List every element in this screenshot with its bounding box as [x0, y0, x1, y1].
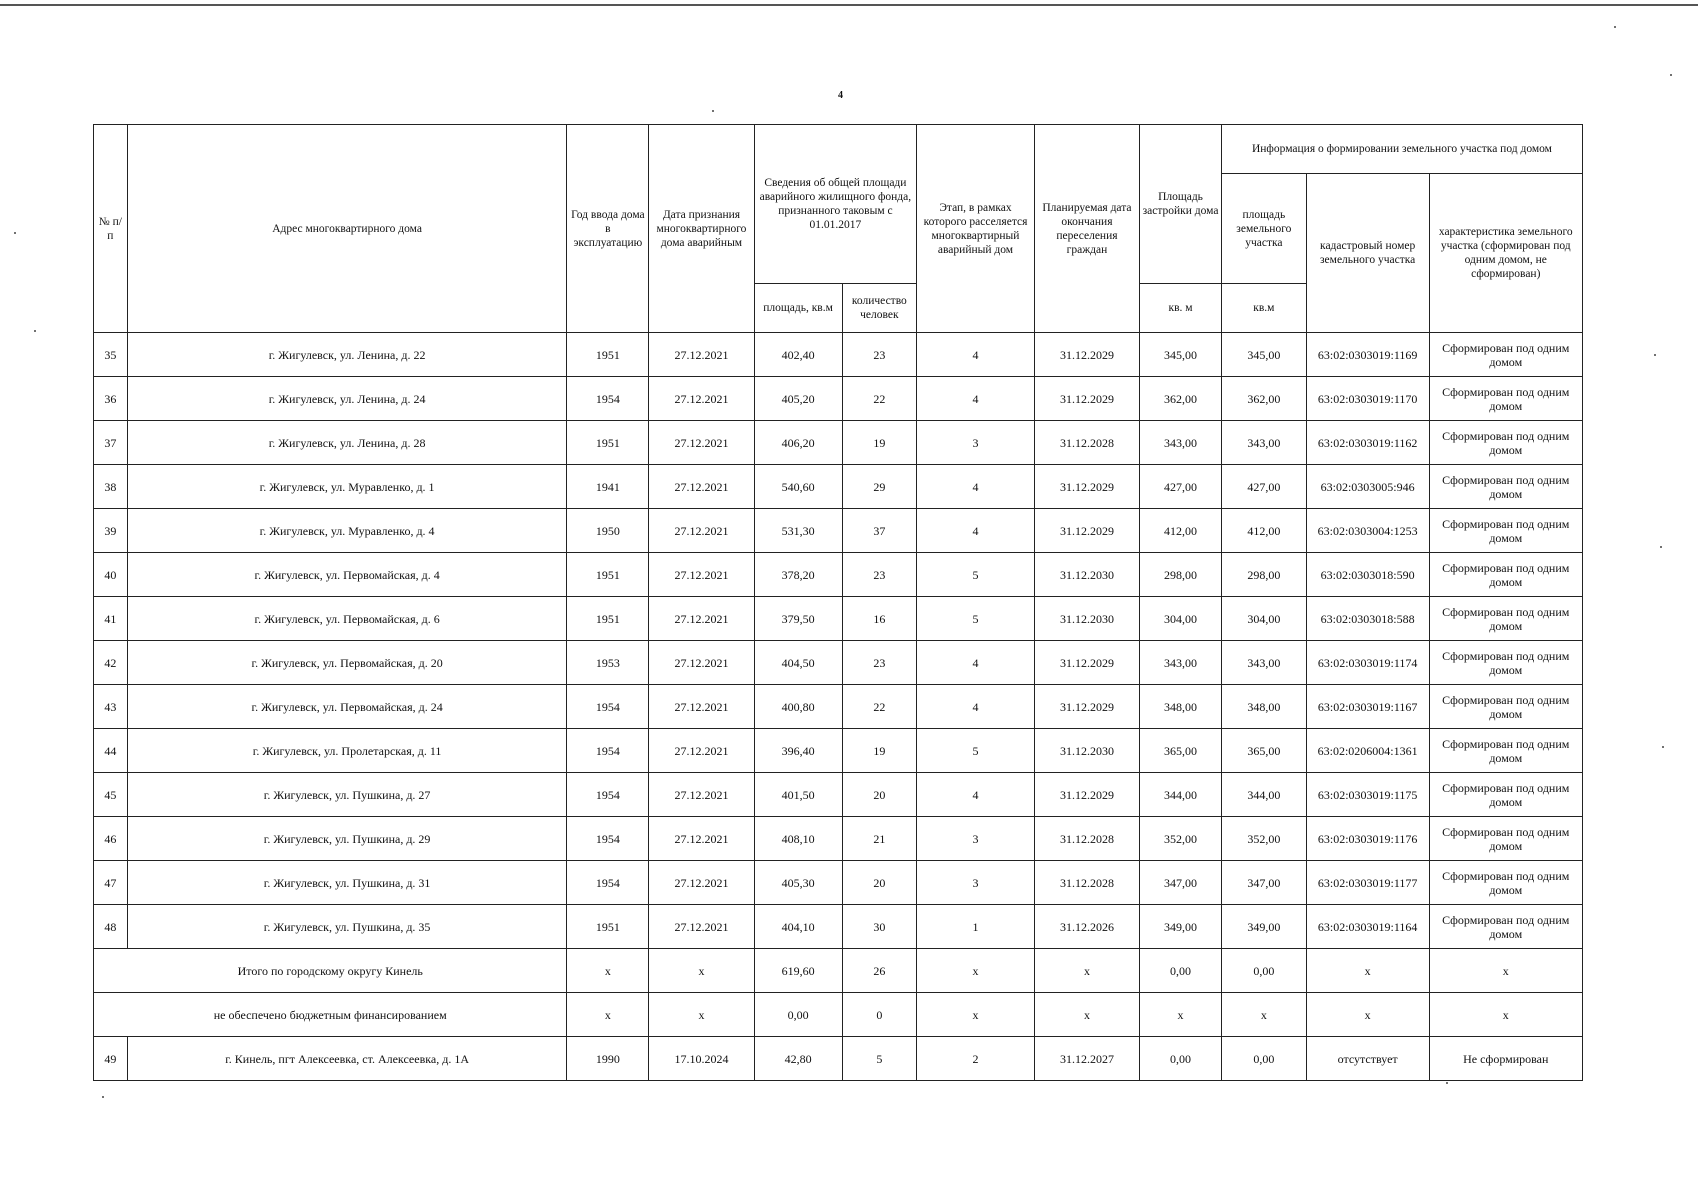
row-address: г. Жигулевск, ул. Ленина, д. 22 — [127, 333, 567, 377]
row-characteristic: Сформирован под одним домом — [1429, 333, 1582, 377]
row-planned: 31.12.2030 — [1034, 553, 1139, 597]
row-cadastral: 63:02:0303019:1174 — [1306, 641, 1429, 685]
row-characteristic: Сформирован под одним домом — [1429, 421, 1582, 465]
row-stage: 2 — [917, 1037, 1035, 1081]
row-date: 17.10.2024 — [649, 1037, 754, 1081]
row-people: 30 — [842, 905, 917, 949]
row-build-area: 365,00 — [1140, 729, 1222, 773]
row-num: 48 — [94, 905, 128, 949]
row-date: 27.12.2021 — [649, 729, 754, 773]
row-area: 396,40 — [754, 729, 842, 773]
row-num: 45 — [94, 773, 128, 817]
row-land-area: 365,00 — [1221, 729, 1306, 773]
row-planned: 31.12.2026 — [1034, 905, 1139, 949]
header-cadastral: кадастровый номер земельного участка — [1306, 174, 1429, 333]
row-area: 406,20 — [754, 421, 842, 465]
table-row — [94, 333, 1583, 377]
total-row-kinel — [94, 949, 1583, 993]
header-people-sub: количество человек — [842, 284, 917, 333]
row-address: г. Жигулевск, ул. Пушкина, д. 35 — [127, 905, 567, 949]
scan-speck — [1662, 746, 1664, 748]
row-characteristic: Не сформирован — [1429, 1037, 1582, 1081]
row-people: 23 — [842, 333, 917, 377]
row-planned: 31.12.2029 — [1034, 509, 1139, 553]
row-date: 27.12.2021 — [649, 333, 754, 377]
row-address: г. Жигулевск, ул. Пролетарская, д. 11 — [127, 729, 567, 773]
row-characteristic: Сформирован под одним домом — [1429, 641, 1582, 685]
row-people: 29 — [842, 465, 917, 509]
row-address: г. Жигулевск, ул. Муравленко, д. 1 — [127, 465, 567, 509]
row-land-area: 304,00 — [1221, 597, 1306, 641]
row-build-area: 427,00 — [1140, 465, 1222, 509]
row-address: г. Жигулевск, ул. Первомайская, д. 4 — [127, 553, 567, 597]
row-cadastral: 63:02:0303019:1164 — [1306, 905, 1429, 949]
row-cadastral: 63:02:0303004:1253 — [1306, 509, 1429, 553]
row-planned: 31.12.2029 — [1034, 773, 1139, 817]
total-land-area: 0,00 — [1221, 949, 1306, 993]
row-area: 404,10 — [754, 905, 842, 949]
row-land-area: 412,00 — [1221, 509, 1306, 553]
row-stage: 1 — [917, 905, 1035, 949]
row-land-area: 349,00 — [1221, 905, 1306, 949]
row-characteristic: Сформирован под одним домом — [1429, 729, 1582, 773]
row-area: 402,40 — [754, 333, 842, 377]
table-row — [94, 905, 1583, 949]
not-funded-land-area: x — [1221, 993, 1306, 1037]
row-stage: 4 — [917, 641, 1035, 685]
row-cadastral: 63:02:0303019:1169 — [1306, 333, 1429, 377]
row-year: 1951 — [567, 553, 649, 597]
row-area: 378,20 — [754, 553, 842, 597]
row-build-area: 0,00 — [1140, 1037, 1222, 1081]
row-num: 44 — [94, 729, 128, 773]
row-planned: 31.12.2030 — [1034, 729, 1139, 773]
row-characteristic: Сформирован под одним домом — [1429, 685, 1582, 729]
row-num: 49 — [94, 1037, 128, 1081]
row-date: 27.12.2021 — [649, 377, 754, 421]
row-people: 21 — [842, 817, 917, 861]
row-build-area: 345,00 — [1140, 333, 1222, 377]
not-funded-date: x — [649, 993, 754, 1037]
row-year: 1954 — [567, 773, 649, 817]
row-characteristic: Сформирован под одним домом — [1429, 377, 1582, 421]
row-num: 38 — [94, 465, 128, 509]
row-date: 27.12.2021 — [649, 421, 754, 465]
row-build-area: 298,00 — [1140, 553, 1222, 597]
row-cadastral: отсутствует — [1306, 1037, 1429, 1081]
row-date: 27.12.2021 — [649, 465, 754, 509]
header-num: № п/п — [94, 125, 128, 333]
table-row — [94, 421, 1583, 465]
scan-top-border — [0, 4, 1698, 6]
not-funded-year: x — [567, 993, 649, 1037]
total-planned: x — [1034, 949, 1139, 993]
scan-speck — [1446, 1082, 1448, 1084]
row-people: 16 — [842, 597, 917, 641]
row-date: 27.12.2021 — [649, 553, 754, 597]
header-characteristic: характеристика земельного участка (сформирован под одним домом, не сформирован) — [1429, 174, 1582, 333]
row-address: г. Жигулевск, ул. Первомайская, д. 6 — [127, 597, 567, 641]
table-row — [94, 817, 1583, 861]
row-land-area: 362,00 — [1221, 377, 1306, 421]
total-build-area: 0,00 — [1140, 949, 1222, 993]
row-date: 27.12.2021 — [649, 641, 754, 685]
row-cadastral: 63:02:0303019:1175 — [1306, 773, 1429, 817]
row-date: 27.12.2021 — [649, 597, 754, 641]
row-address: г. Кинель, пгт Алексеевка, ст. Алексеевка, д. 1А — [127, 1037, 567, 1081]
row-characteristic: Сформирован под одним домом — [1429, 509, 1582, 553]
row-land-area: 343,00 — [1221, 641, 1306, 685]
row-num: 41 — [94, 597, 128, 641]
row-land-area: 343,00 — [1221, 421, 1306, 465]
row-area: 408,10 — [754, 817, 842, 861]
row-area: 531,30 — [754, 509, 842, 553]
row-year: 1950 — [567, 509, 649, 553]
row-date: 27.12.2021 — [649, 773, 754, 817]
total-cadastral: x — [1306, 949, 1429, 993]
total-stage: x — [917, 949, 1035, 993]
row-area: 540,60 — [754, 465, 842, 509]
row-address: г. Жигулевск, ул. Ленина, д. 28 — [127, 421, 567, 465]
row-land-area: 352,00 — [1221, 817, 1306, 861]
row-cadastral: 63:02:0303019:1167 — [1306, 685, 1429, 729]
row-cadastral: 63:02:0303019:1177 — [1306, 861, 1429, 905]
row-area: 400,80 — [754, 685, 842, 729]
not-funded-stage: x — [917, 993, 1035, 1037]
row-cadastral: 63:02:0303019:1170 — [1306, 377, 1429, 421]
row-num: 40 — [94, 553, 128, 597]
row-people: 37 — [842, 509, 917, 553]
row-num: 37 — [94, 421, 128, 465]
row-build-area: 362,00 — [1140, 377, 1222, 421]
row-build-area: 348,00 — [1140, 685, 1222, 729]
row-characteristic: Сформирован под одним домом — [1429, 597, 1582, 641]
row-area: 401,50 — [754, 773, 842, 817]
not-funded-row — [94, 993, 1583, 1037]
row-characteristic: Сформирован под одним домом — [1429, 817, 1582, 861]
emergency-housing-table — [93, 124, 1583, 1081]
row-num: 46 — [94, 817, 128, 861]
row-date: 27.12.2021 — [649, 861, 754, 905]
row-build-area: 304,00 — [1140, 597, 1222, 641]
scan-speck — [14, 232, 16, 234]
row-address: г. Жигулевск, ул. Пушкина, д. 31 — [127, 861, 567, 905]
table-row — [94, 377, 1583, 421]
row-stage: 3 — [917, 817, 1035, 861]
row-cadastral: 63:02:0303018:588 — [1306, 597, 1429, 641]
scan-speck — [1660, 546, 1662, 548]
row-build-area: 352,00 — [1140, 817, 1222, 861]
row-cadastral: 63:02:0303018:590 — [1306, 553, 1429, 597]
row-year: 1941 — [567, 465, 649, 509]
total-year: x — [567, 949, 649, 993]
row-num: 39 — [94, 509, 128, 553]
row-planned: 31.12.2029 — [1034, 641, 1139, 685]
row-year: 1951 — [567, 905, 649, 949]
row-stage: 5 — [917, 729, 1035, 773]
row-people: 5 — [842, 1037, 917, 1081]
row-year: 1954 — [567, 861, 649, 905]
row-build-area: 347,00 — [1140, 861, 1222, 905]
row-num: 43 — [94, 685, 128, 729]
row-area: 42,80 — [754, 1037, 842, 1081]
row-build-area: 343,00 — [1140, 421, 1222, 465]
row-stage: 4 — [917, 333, 1035, 377]
not-funded-people: 0 — [842, 993, 917, 1037]
table-row — [94, 729, 1583, 773]
row-address: г. Жигулевск, ул. Пушкина, д. 29 — [127, 817, 567, 861]
row-year: 1951 — [567, 597, 649, 641]
row-area: 379,50 — [754, 597, 842, 641]
total-date: x — [649, 949, 754, 993]
row-stage: 3 — [917, 861, 1035, 905]
scan-speck — [1670, 74, 1672, 76]
row-date: 27.12.2021 — [649, 685, 754, 729]
not-funded-planned: x — [1034, 993, 1139, 1037]
table-row — [94, 597, 1583, 641]
not-funded-build-area: x — [1140, 993, 1222, 1037]
row-people: 22 — [842, 377, 917, 421]
row-planned: 31.12.2028 — [1034, 421, 1139, 465]
row-stage: 4 — [917, 377, 1035, 421]
row-stage: 4 — [917, 465, 1035, 509]
row-year: 1954 — [567, 817, 649, 861]
row-area: 405,20 — [754, 377, 842, 421]
row-year: 1951 — [567, 421, 649, 465]
row-address: г. Жигулевск, ул. Первомайская, д. 20 — [127, 641, 567, 685]
row-characteristic: Сформирован под одним домом — [1429, 905, 1582, 949]
row-address: г. Жигулевск, ул. Пушкина, д. 27 — [127, 773, 567, 817]
row-land-area: 348,00 — [1221, 685, 1306, 729]
row-stage: 5 — [917, 553, 1035, 597]
header-land-area: площадь земельного участка — [1221, 174, 1306, 284]
row-year: 1954 — [567, 377, 649, 421]
header-date-recognized: Дата признания многоквартирного дома аварийным — [649, 125, 754, 333]
row-people: 19 — [842, 421, 917, 465]
header-area-group: Сведения об общей площади аварийного жилищного фонда, признанного таковым с 01.01.2017 — [754, 125, 917, 284]
row-characteristic: Сформирован под одним домом — [1429, 465, 1582, 509]
row-address: г. Жигулевск, ул. Ленина, д. 24 — [127, 377, 567, 421]
row-land-area: 347,00 — [1221, 861, 1306, 905]
row-stage: 5 — [917, 597, 1035, 641]
scan-speck — [1654, 354, 1656, 356]
row-planned: 31.12.2028 — [1034, 817, 1139, 861]
row-cadastral: 63:02:0206004:1361 — [1306, 729, 1429, 773]
row-people: 23 — [842, 553, 917, 597]
row-planned: 31.12.2029 — [1034, 333, 1139, 377]
row-stage: 4 — [917, 509, 1035, 553]
row-planned: 31.12.2029 — [1034, 377, 1139, 421]
row-area: 405,30 — [754, 861, 842, 905]
row-year: 1953 — [567, 641, 649, 685]
header-building-area-unit: кв. м — [1140, 284, 1222, 333]
row-cadastral: 63:02:0303005:946 — [1306, 465, 1429, 509]
row-land-area: 344,00 — [1221, 773, 1306, 817]
row-date: 27.12.2021 — [649, 905, 754, 949]
table-row — [94, 465, 1583, 509]
scan-speck — [34, 330, 36, 332]
row-cadastral: 63:02:0303019:1162 — [1306, 421, 1429, 465]
table-row — [94, 509, 1583, 553]
total-characteristic: x — [1429, 949, 1582, 993]
table-row — [94, 861, 1583, 905]
row-date: 27.12.2021 — [649, 817, 754, 861]
scan-speck — [712, 110, 714, 112]
table-row — [94, 685, 1583, 729]
row-stage: 3 — [917, 421, 1035, 465]
header-planned-date: Планируемая дата окончания переселения граждан — [1034, 125, 1139, 333]
row-land-area: 345,00 — [1221, 333, 1306, 377]
row-year: 1954 — [567, 729, 649, 773]
header-land-group: Информация о формировании земельного участка под домом — [1221, 125, 1582, 174]
total-area: 619,60 — [754, 949, 842, 993]
row-year: 1951 — [567, 333, 649, 377]
row-land-area: 298,00 — [1221, 553, 1306, 597]
row-year: 1990 — [567, 1037, 649, 1081]
row-num: 35 — [94, 333, 128, 377]
row-planned: 31.12.2029 — [1034, 465, 1139, 509]
row-area: 404,50 — [754, 641, 842, 685]
row-stage: 4 — [917, 685, 1035, 729]
header-address: Адрес многоквартирного дома — [127, 125, 567, 333]
not-funded-cadastral: x — [1306, 993, 1429, 1037]
row-people: 19 — [842, 729, 917, 773]
row-num: 36 — [94, 377, 128, 421]
row-num: 42 — [94, 641, 128, 685]
row-build-area: 412,00 — [1140, 509, 1222, 553]
row-planned: 31.12.2030 — [1034, 597, 1139, 641]
table-row — [94, 641, 1583, 685]
row-cadastral: 63:02:0303019:1176 — [1306, 817, 1429, 861]
row-build-area: 344,00 — [1140, 773, 1222, 817]
row-land-area: 0,00 — [1221, 1037, 1306, 1081]
row-people: 20 — [842, 861, 917, 905]
row-people: 20 — [842, 773, 917, 817]
row-land-area: 427,00 — [1221, 465, 1306, 509]
page-number: 4 — [838, 90, 843, 101]
row-year: 1954 — [567, 685, 649, 729]
not-funded-area: 0,00 — [754, 993, 842, 1037]
row-planned: 31.12.2028 — [1034, 861, 1139, 905]
not-funded-label: не обеспечено бюджетным финансированием — [94, 993, 567, 1037]
table-row — [94, 1037, 1583, 1081]
row-date: 27.12.2021 — [649, 509, 754, 553]
row-build-area: 349,00 — [1140, 905, 1222, 949]
header-stage: Этап, в рамках которого расселяется многоквартирный аварийный дом — [917, 125, 1035, 333]
not-funded-characteristic: x — [1429, 993, 1582, 1037]
row-num: 47 — [94, 861, 128, 905]
header-year: Год ввода дома в эксплуатацию — [567, 125, 649, 333]
table-row — [94, 773, 1583, 817]
row-stage: 4 — [917, 773, 1035, 817]
row-build-area: 343,00 — [1140, 641, 1222, 685]
row-address: г. Жигулевск, ул. Первомайская, д. 24 — [127, 685, 567, 729]
scan-speck — [1614, 26, 1616, 28]
row-people: 23 — [842, 641, 917, 685]
total-label: Итого по городскому округу Кинель — [94, 949, 567, 993]
scan-speck — [102, 1096, 104, 1098]
header-land-area-unit: кв.м — [1221, 284, 1306, 333]
table-row — [94, 553, 1583, 597]
row-characteristic: Сформирован под одним домом — [1429, 861, 1582, 905]
total-people: 26 — [842, 949, 917, 993]
row-characteristic: Сформирован под одним домом — [1429, 773, 1582, 817]
header-area-sub: площадь, кв.м — [754, 284, 842, 333]
row-planned: 31.12.2029 — [1034, 685, 1139, 729]
row-planned: 31.12.2027 — [1034, 1037, 1139, 1081]
row-address: г. Жигулевск, ул. Муравленко, д. 4 — [127, 509, 567, 553]
row-people: 22 — [842, 685, 917, 729]
header-building-area: Площадь застройки дома — [1140, 125, 1222, 284]
row-characteristic: Сформирован под одним домом — [1429, 553, 1582, 597]
